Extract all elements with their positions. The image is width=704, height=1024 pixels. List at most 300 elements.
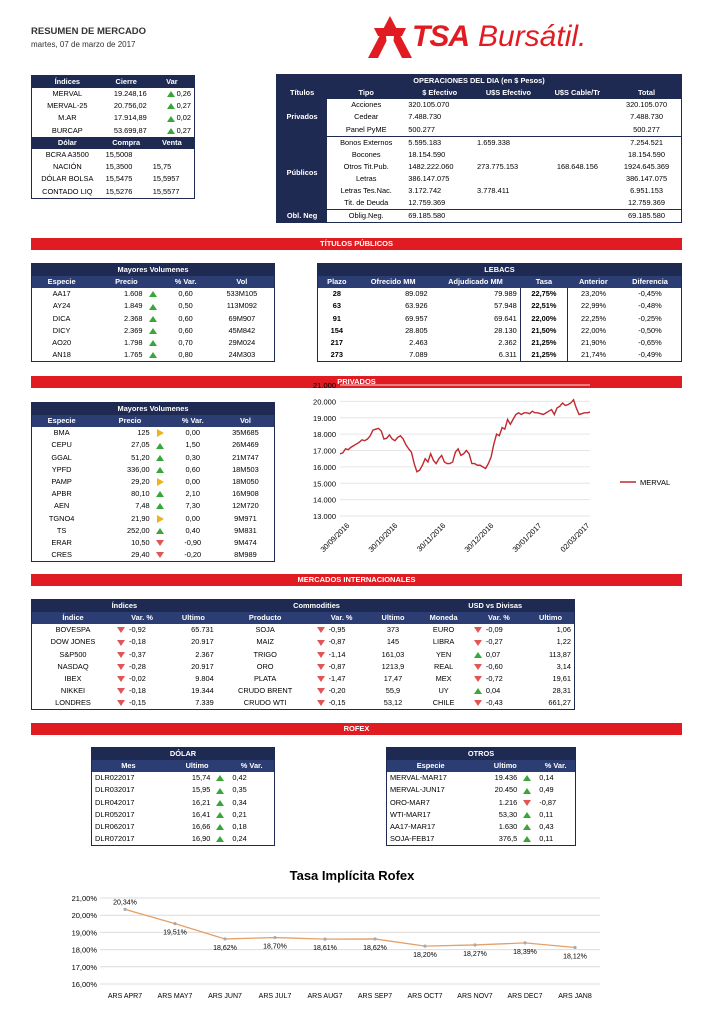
arrow-up-icon: [147, 300, 159, 312]
index-var: [150, 125, 195, 137]
rofex-dolar-var: 0,24: [232, 834, 247, 844]
operaciones-col-header: Total: [637, 88, 656, 98]
internacional-ultimo: 161,03: [381, 649, 405, 659]
arrow-up-icon: [154, 525, 166, 537]
rofex-otros-ultimo-value: 1.630: [498, 822, 518, 832]
especie-precio: [91, 313, 161, 325]
operaciones-cable: [543, 210, 612, 223]
operaciones-usd: 3.778.411: [477, 186, 510, 196]
lebac-adjudicado: 57.948: [494, 301, 517, 311]
arrow-down-icon: [117, 649, 129, 661]
internacional-name: NASDAQ: [57, 661, 89, 671]
internacional-var-value: -0,95: [328, 625, 346, 635]
especie-var: 0,30: [185, 452, 200, 462]
table-row: [32, 325, 275, 337]
especie-var: 0,60: [178, 289, 193, 299]
especie-var: 0,60: [178, 325, 193, 335]
internacional-name: CHILE: [432, 698, 455, 708]
arrow-down-icon: [521, 797, 533, 809]
internacionales-group-header: Índices: [111, 601, 138, 610]
operaciones-pesos: 320.105.070: [408, 100, 450, 110]
dolar-type: CONTADO LIQ: [42, 186, 93, 196]
table-row: [32, 427, 275, 439]
table-row: [92, 821, 275, 833]
table-row: [32, 100, 195, 112]
data-label: 18,12%: [563, 953, 587, 961]
internacional-ultimo: 2.367: [195, 649, 214, 659]
especie-precio: [91, 288, 161, 300]
especie-vol: 12M720: [232, 501, 259, 511]
index-var: [150, 112, 195, 124]
operaciones-usd: 273.775.153: [477, 161, 519, 171]
table-row: [32, 349, 275, 362]
lebac-adjudicado: 69.641: [494, 313, 517, 323]
lebac-anterior: 22,99%: [581, 301, 607, 311]
lebac-anterior: 23,20%: [581, 289, 607, 299]
operaciones-total: 386.147.075: [625, 174, 668, 184]
dolar-compra: 15,5276: [105, 186, 133, 196]
table-row: [32, 697, 575, 710]
especie-precio-value: 80,10: [131, 489, 150, 499]
operaciones-total: 7.254.521: [630, 137, 663, 147]
internacional-var-value: 0,07: [485, 649, 501, 659]
especie-precio: [91, 349, 161, 362]
internacionales-col-header: Moneda: [429, 613, 458, 623]
tsa-logo: [366, 14, 606, 62]
operaciones-tipo: Tit. de Deuda: [344, 198, 389, 208]
arrow-down-icon: [474, 661, 486, 673]
rofex-dolar-var: 0,35: [232, 785, 247, 795]
dolar-col-header: Compra: [112, 137, 141, 147]
rofex-dolar-ultimo-value: 16,21: [191, 797, 211, 807]
operaciones-tipo: Letras: [355, 174, 377, 184]
especie-name: PAMP: [51, 477, 72, 487]
lebac-adjudicado: 28.130: [494, 325, 517, 335]
indices-col-header: Var: [166, 77, 178, 86]
especie-name: GGAL: [51, 452, 72, 462]
operaciones-usd: [474, 149, 543, 161]
internacional-name: ORO: [256, 661, 274, 671]
index-name: BURCAP: [51, 125, 83, 135]
internacional-var-value: -0,60: [485, 661, 503, 671]
y-tick-label: 14.000: [313, 495, 336, 505]
internacional-ultimo: 53,12: [383, 698, 403, 708]
especie-var: 0,60: [178, 313, 193, 323]
dolar-venta: 15,5577: [152, 186, 180, 196]
arrow-up-icon: [147, 349, 159, 361]
arrow-down-icon: [317, 673, 329, 685]
operaciones-tipo: Acciones: [351, 100, 382, 110]
data-point: [373, 937, 376, 940]
internacional-name: NIKKEI: [60, 686, 86, 696]
index-var: [150, 88, 195, 100]
internacional-name: DOW JONES: [50, 637, 96, 647]
arrow-up-icon: [154, 452, 166, 464]
operaciones-tipo: Cedear: [354, 112, 379, 122]
operaciones-usd: [474, 197, 543, 210]
table-row: [277, 149, 682, 161]
especie-vol: 24M303: [228, 350, 256, 360]
x-tick-label: ARS AUG7: [307, 993, 343, 1000]
especie-var: 0,40: [185, 525, 200, 535]
x-tick-label: 30/09/2016: [318, 521, 352, 554]
especie-precio-value: 29,40: [131, 550, 150, 560]
rofex-dolar-var: 0,34: [232, 797, 247, 807]
internacionales-col-header: Var. %: [131, 613, 153, 623]
arrow-right-icon: [154, 513, 166, 525]
especie-name: CRES: [51, 550, 72, 560]
internacional-ultimo: 19.344: [191, 686, 214, 696]
table-row: [32, 149, 195, 161]
arrow-up-icon: [154, 500, 166, 512]
internacional-name: YEN: [436, 649, 452, 659]
internacional-var-value: -0,43: [485, 698, 503, 708]
x-tick-label: ARS SEP7: [357, 993, 393, 1000]
especie-precio-value: 1.849: [124, 301, 143, 311]
y-tick-label: 20.000: [313, 397, 336, 407]
especie-var: 0,00: [185, 477, 200, 487]
lebac-ofrecido: 2.463: [409, 338, 428, 348]
rofex-otros-ultimo: [474, 821, 536, 833]
especie-precio: [91, 488, 168, 500]
internacionales-col-header: Var. %: [488, 613, 510, 623]
arrow-up-icon: [165, 125, 177, 137]
data-label: 18,70%: [263, 943, 287, 951]
rofex-dolar-ultimo: [165, 784, 230, 796]
arrow-down-icon: [117, 636, 129, 648]
operaciones-pesos: 386.147.075: [408, 174, 450, 184]
especie-vol: 533M105: [226, 289, 258, 299]
rofex-dolar-ultimo: [165, 809, 230, 821]
especie-vol: 29M024: [228, 338, 256, 348]
rofex-otros-ultimo: [474, 772, 536, 784]
internacionales-group-header: USD vs Divisas: [468, 601, 523, 610]
operaciones-pesos: 12.759.369: [408, 198, 446, 208]
rofex-dolar-ultimo-value: 15,95: [191, 785, 211, 795]
especie-vol: 18M050: [232, 477, 259, 487]
lebac-anterior: 22,25%: [581, 313, 607, 323]
table-row: [277, 111, 682, 123]
lebacs-table: [317, 263, 682, 362]
especie-name: TS: [56, 525, 67, 535]
arrow-up-icon: [154, 464, 166, 476]
lebac-tasa: 21,25%: [520, 349, 567, 362]
especie-precio: [91, 300, 161, 312]
band-privados: PRIVADOS: [31, 376, 682, 388]
rofex-dolar-var: 0,21: [232, 809, 247, 819]
indices-col-header: Índices: [54, 77, 81, 86]
internacional-var: [471, 624, 527, 636]
table-row: [32, 673, 575, 685]
arrow-up-icon: [147, 313, 159, 325]
dolar-compra: 15,5475: [105, 174, 133, 184]
table-row: [92, 772, 275, 784]
lebac-diferencia: -0,65%: [638, 338, 662, 348]
internacional-var-value: -0,72: [485, 674, 503, 684]
arrow-up-icon: [147, 325, 159, 337]
internacional-var: [314, 673, 370, 685]
legend-label: MERVAL: [640, 478, 671, 487]
especie-precio-value: 125: [137, 428, 150, 438]
table-row: [32, 88, 195, 100]
operaciones-cable: [543, 99, 612, 111]
especie-name: BMA: [53, 428, 70, 438]
rofex-dolar-ultimo: [165, 797, 230, 809]
table-row: [32, 500, 275, 512]
especie-precio: [91, 427, 168, 439]
table-row: [32, 464, 275, 476]
index-name: MERVAL: [52, 89, 83, 99]
especie-precio: [91, 325, 161, 337]
y-tick-label: 18.000: [313, 430, 336, 440]
arrow-down-icon: [474, 624, 486, 636]
especie-vol: 18M503: [232, 464, 259, 474]
rofex-otros-ultimo: [474, 809, 536, 821]
index-var-value: 0,27: [176, 125, 191, 135]
rofex-dolar-ultimo-value: 16,66: [191, 822, 211, 832]
internacional-var: [471, 649, 527, 661]
lebac-diferencia: -0,50%: [638, 325, 662, 335]
internacional-ultimo: 9.804: [195, 674, 214, 684]
internacional-ultimo: 28,31: [552, 686, 571, 696]
rofex-dolar-col-header: Ultimo: [185, 761, 209, 771]
lebac-tasa: 21,25%: [520, 337, 567, 349]
rofex-dolar-ultimo-value: 16,41: [191, 809, 211, 819]
arrow-up-icon: [521, 833, 533, 845]
operaciones-total: 7.488.730: [630, 112, 663, 122]
operaciones-total: 500.277: [633, 124, 660, 134]
index-var-value: 0,27: [176, 101, 191, 111]
internacional-var-value: -0,37: [128, 649, 146, 659]
especie-precio-value: 252,00: [127, 525, 150, 535]
operaciones-pesos: 3.172.742: [408, 186, 442, 196]
rofex-otros-var: 0,14: [539, 773, 554, 783]
internacional-var-value: -0,87: [328, 661, 346, 671]
operaciones-cable: [543, 197, 612, 210]
dolar-compra: 15,5008: [105, 150, 133, 160]
operaciones-tipo: Panel PyME: [345, 124, 387, 134]
rofex-otros-ultimo-value: 19.436: [494, 773, 518, 783]
especie-name: ERAR: [51, 537, 72, 547]
rofex-otros-name: WTI-MAR17: [390, 809, 431, 819]
arrow-up-icon: [214, 797, 226, 809]
especie-precio-value: 1.608: [124, 289, 143, 299]
volumenes-col-header: Especie: [47, 416, 76, 426]
internacional-ultimo: 145: [386, 637, 400, 647]
dolar-col-header: Dólar: [57, 137, 77, 147]
operaciones-group-label: Públicos: [277, 136, 328, 210]
table-row: [32, 525, 275, 537]
internacionales-col-header: Índice: [62, 613, 84, 623]
logo-bursatil-text: Bursátil.: [478, 20, 587, 53]
arrow-down-icon: [317, 624, 329, 636]
table-row: [32, 685, 575, 697]
operaciones-pesos: 1482.222.060: [408, 161, 454, 171]
lebacs-col-header: Tasa: [535, 277, 553, 287]
data-point: [523, 941, 526, 944]
data-label: 19,51%: [163, 929, 187, 937]
operaciones-col-header: $ Efectivo: [422, 88, 458, 98]
internacional-ultimo: 3,14: [556, 661, 571, 671]
table-row: [32, 624, 575, 636]
rofex-dolar-name: DLR042017: [95, 797, 135, 807]
internacional-ultimo: 19,61: [552, 674, 571, 684]
operaciones-cable: [543, 136, 612, 149]
lebacs-col-header: Plazo: [327, 277, 347, 287]
table-row: [387, 784, 576, 796]
index-name: M.AR: [58, 113, 77, 123]
table-row: [32, 513, 275, 525]
internacional-var-value: -0,18: [128, 686, 146, 696]
especie-var: 2,10: [185, 489, 200, 499]
y-tick-label: 16.000: [313, 462, 336, 472]
table-row: [387, 833, 576, 846]
dolar-type: BCRA A3500: [45, 150, 89, 160]
table-row: [32, 488, 275, 500]
internacionales-col-header: Ultimo: [381, 613, 405, 623]
internacional-var: [471, 685, 527, 697]
internacional-var-value: -0,87: [328, 637, 346, 647]
internacional-var: [314, 685, 370, 697]
y-tick-label: 13.000: [313, 512, 336, 521]
dolar-col-header: Venta: [162, 137, 182, 147]
rofex-otros-ultimo-value: 53,30: [498, 809, 518, 819]
especie-vol: 26M469: [232, 440, 259, 450]
operaciones-usd: [474, 99, 543, 111]
internacional-var: [314, 697, 370, 710]
operaciones-usd: [474, 173, 543, 185]
operaciones-cable: [543, 173, 612, 185]
operaciones-header-row: [277, 87, 682, 99]
internacional-var: [114, 661, 170, 673]
especie-var: 0,00: [185, 428, 200, 438]
internacional-var-value: -0,18: [128, 637, 146, 647]
arrow-up-icon: [214, 821, 226, 833]
lebac-tasa: 22,00%: [520, 313, 567, 325]
x-tick-label: 30/01/2017: [510, 521, 544, 554]
especie-name: AO20: [52, 338, 72, 348]
table-row: [277, 173, 682, 185]
especie-name: CEPU: [51, 440, 72, 450]
internacional-name: CRUDO WTI: [243, 698, 287, 708]
rofex-otros-ultimo-value: 20.450: [494, 785, 518, 795]
tp-volumenes-header-row: [32, 276, 275, 288]
rofex-otros-ultimo: [474, 797, 536, 809]
lebac-adjudicado: 6.311: [498, 350, 517, 360]
rofex-dolar-name: DLR062017: [95, 822, 135, 832]
arrow-up-icon: [214, 809, 226, 821]
data-label: 18,61%: [313, 945, 337, 953]
table-row: [318, 337, 682, 349]
lebac-ofrecido: 28.805: [405, 325, 428, 335]
rofex-dolar-ultimo: [165, 772, 230, 784]
y-tick-label: 21,00%: [71, 894, 97, 903]
index-close: 17.914,89: [113, 113, 147, 123]
arrow-down-icon: [474, 673, 486, 685]
especie-precio-value: 336,00: [127, 464, 150, 474]
internacional-var: [314, 636, 370, 648]
table-row: [32, 439, 275, 451]
operaciones-col-header: U$S Efectivo: [485, 88, 531, 98]
y-tick-label: 19.000: [313, 413, 336, 423]
lebac-adjudicado: 79.989: [494, 289, 517, 299]
especie-vol: 8M989: [234, 550, 257, 560]
data-point: [573, 946, 576, 949]
arrow-up-icon: [474, 685, 486, 697]
especie-vol: 113M092: [226, 301, 257, 311]
table-row: [318, 313, 682, 325]
dolar-venta: 15,5957: [152, 174, 180, 184]
especie-name: DICY: [52, 325, 71, 335]
internacional-ultimo: 65.731: [191, 625, 214, 635]
arrow-down-icon: [474, 636, 486, 648]
rofex-otros-header-row: [387, 760, 576, 772]
data-point: [323, 938, 326, 941]
internacional-var: [114, 697, 170, 710]
rofex-otros-name: MERVAL-JUN17: [390, 785, 445, 795]
dolar-venta: [150, 149, 195, 161]
arrow-up-icon: [521, 772, 533, 784]
rofex-otros-name: AA17-MAR17: [390, 822, 436, 832]
internacional-name: PLATA: [253, 674, 277, 684]
band-mercados-internacionales: MERCADOS INTERNACIONALES: [31, 574, 682, 586]
volumenes-col-header: Precio: [115, 277, 138, 287]
internacional-var-value: -0,02: [128, 674, 146, 684]
operaciones-col-header: Tipo: [358, 88, 374, 98]
arrow-up-icon: [165, 88, 177, 100]
arrow-right-icon: [154, 476, 166, 488]
table-row: [277, 185, 682, 197]
lebacs-title: LEBACS: [484, 265, 515, 274]
index-name: MERVAL-25: [47, 101, 88, 111]
index-close: 20.756,02: [113, 101, 147, 111]
x-tick-label: 30/10/2016: [366, 521, 400, 554]
operaciones-cable: [543, 124, 612, 137]
x-tick-label: 02/03/2017: [558, 521, 592, 554]
internacional-var: [471, 636, 527, 648]
internacional-name: MEX: [435, 674, 452, 684]
operaciones-usd: 1.659.338: [477, 137, 510, 147]
especie-precio-value: 21,90: [131, 513, 150, 523]
especie-precio: [91, 476, 168, 488]
rofex-dolar-name: DLR072017: [95, 834, 135, 844]
especie-precio: [91, 337, 161, 349]
especie-var: 0,60: [185, 464, 200, 474]
y-tick-label: 15.000: [313, 479, 336, 489]
rofex-otros-var: 0,11: [539, 809, 554, 819]
arrow-down-icon: [117, 661, 129, 673]
tasa-chart-title: Tasa Implícita Rofex: [289, 868, 415, 883]
operaciones-cable: 168.648.156: [556, 161, 598, 171]
dolar-type: DÓLAR BOLSA: [41, 174, 94, 184]
operaciones-usd: [474, 111, 543, 123]
table-row: [32, 161, 195, 173]
internacionales-col-header: Producto: [248, 613, 282, 623]
lebac-plazo: 217: [330, 338, 343, 348]
index-var: [150, 100, 195, 112]
arrow-up-icon: [165, 100, 177, 112]
operaciones-cable: [543, 185, 612, 197]
internacional-name: REAL: [433, 661, 454, 671]
internacional-name: TRIGO: [253, 649, 277, 659]
priv-volumenes-title: Mayores Volumenes: [117, 404, 189, 413]
internacional-name: LONDRES: [55, 698, 91, 708]
lebac-anterior: 21,90%: [581, 338, 607, 348]
especie-precio: [91, 439, 168, 451]
internacional-name: UY: [438, 686, 449, 696]
internacional-var-value: -0,27: [485, 637, 503, 647]
x-tick-label: ARS MAY7: [157, 993, 193, 1000]
